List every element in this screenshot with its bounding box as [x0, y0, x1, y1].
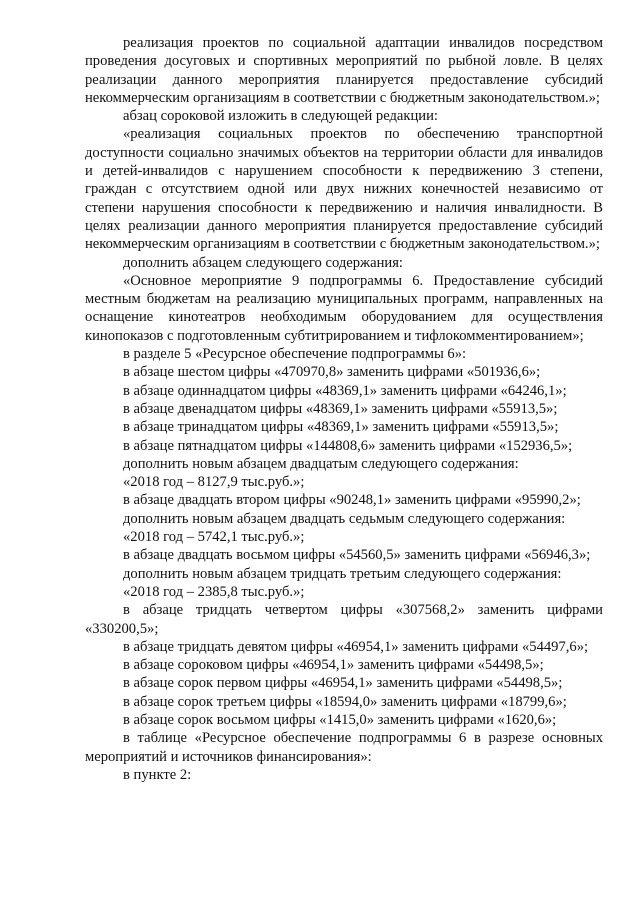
paragraph-26: в таблице «Ресурсное обеспечение подпрограммы 6 в разрезе основных мероприятий и источников финансирования»:	[85, 730, 603, 765]
paragraph-21: в абзаце тридцать девятом цифры «46954,1» заменить цифрами «54497,6»;	[123, 638, 589, 655]
paragraph-8: в абзаце одиннадцатом цифры «48369,1» заменить цифрами «64246,1»;	[123, 382, 567, 399]
paragraph-3: «реализация социальных проектов по обеспечению транспортной доступности социально значимых объектов на территории области для инвалидов и детей-инвалидов с нарушением способности к передвижению 3 степени, граждан с отсутствием одной или двух нижних конечностей независимо от степени нарушения способности к передвижению и наличия инвалидности. В целях реализации данного мероприятия планируется предоставление субсидий некоммерческим организациям в соответствии с бюджетным законодательством.»;	[85, 126, 603, 253]
paragraph-13: «2018 год – 8127,9 тыс.руб.»;	[123, 474, 305, 491]
paragraph-11: в абзаце пятнадцатом цифры «144808,6» заменить цифрами «152936,5»;	[123, 437, 573, 454]
paragraph-1: реализация проектов по социальной адаптации инвалидов посредством проведения досуговых и спортивных мероприятий по рыбной ловле. В целях реализации данного мероприятия планируется предоставление субсидий некоммерческим организациям в соответствии с бюджетным законодательством.»;	[85, 35, 603, 106]
paragraph-6: в разделе 5 «Ресурсное обеспечение подпрограммы 6»:	[123, 346, 467, 363]
paragraph-23: в абзаце сорок первом цифры «46954,1» заменить цифрами «54498,5»;	[123, 675, 563, 692]
paragraph-9: в абзаце двенадцатом цифры «48369,1» заменить цифрами «55913,5»;	[123, 400, 558, 417]
paragraph-5: «Основное мероприятие 9 подпрограммы 6. Предоставление субсидий местным бюджетам на реализацию муниципальных программ, направленных на оснащение кинотеатров необходимым оборудованием для осуществления кинопоказов с подготовленным субтитрированием и тифлокомментированием»;	[85, 272, 603, 344]
paragraph-4: дополнить абзацем следующего содержания:	[123, 254, 403, 271]
paragraph-20: в абзаце тридцать четвертом цифры «307568,2» заменить цифрами «330200,5»;	[85, 602, 603, 637]
paragraph-14: в абзаце двадцать втором цифры «90248,1» заменить цифрами «95990,2»;	[123, 492, 581, 509]
paragraph-2: абзац сороковой изложить в следующей редакции:	[123, 108, 438, 125]
paragraph-16: «2018 год – 5742,1 тыс.руб.»;	[123, 529, 305, 546]
paragraph-12: дополнить новым абзацем двадцатым следующего содержания:	[123, 455, 519, 472]
paragraph-10: в абзаце тринадцатом цифры «48369,1» заменить цифрами «55913,5»;	[123, 419, 559, 436]
paragraph-24: в абзаце сорок третьем цифры «18594,0» заменить цифрами «18799,6»;	[123, 693, 567, 710]
paragraph-25: в абзаце сорок восьмом цифры «1415,0» заменить цифрами «1620,6»;	[123, 711, 557, 728]
paragraph-22: в абзаце сороковом цифры «46954,1» заменить цифрами «54498,5»;	[123, 657, 544, 674]
paragraph-7: в абзаце шестом цифры «470970,8» заменить цифрами «501936,6»;	[123, 364, 541, 381]
paragraph-27: в пункте 2:	[123, 766, 192, 783]
document-body	[85, 34, 603, 784]
paragraph-18: дополнить новым абзацем тридцать третьим следующего содержания:	[123, 565, 562, 582]
paragraph-19: «2018 год – 2385,8 тыс.руб.»;	[123, 583, 305, 600]
paragraph-15: дополнить новым абзацем двадцать седьмым следующего содержания:	[123, 510, 566, 527]
paragraph-17: в абзаце двадцать восьмом цифры «54560,5» заменить цифрами «56946,3»;	[123, 547, 591, 564]
